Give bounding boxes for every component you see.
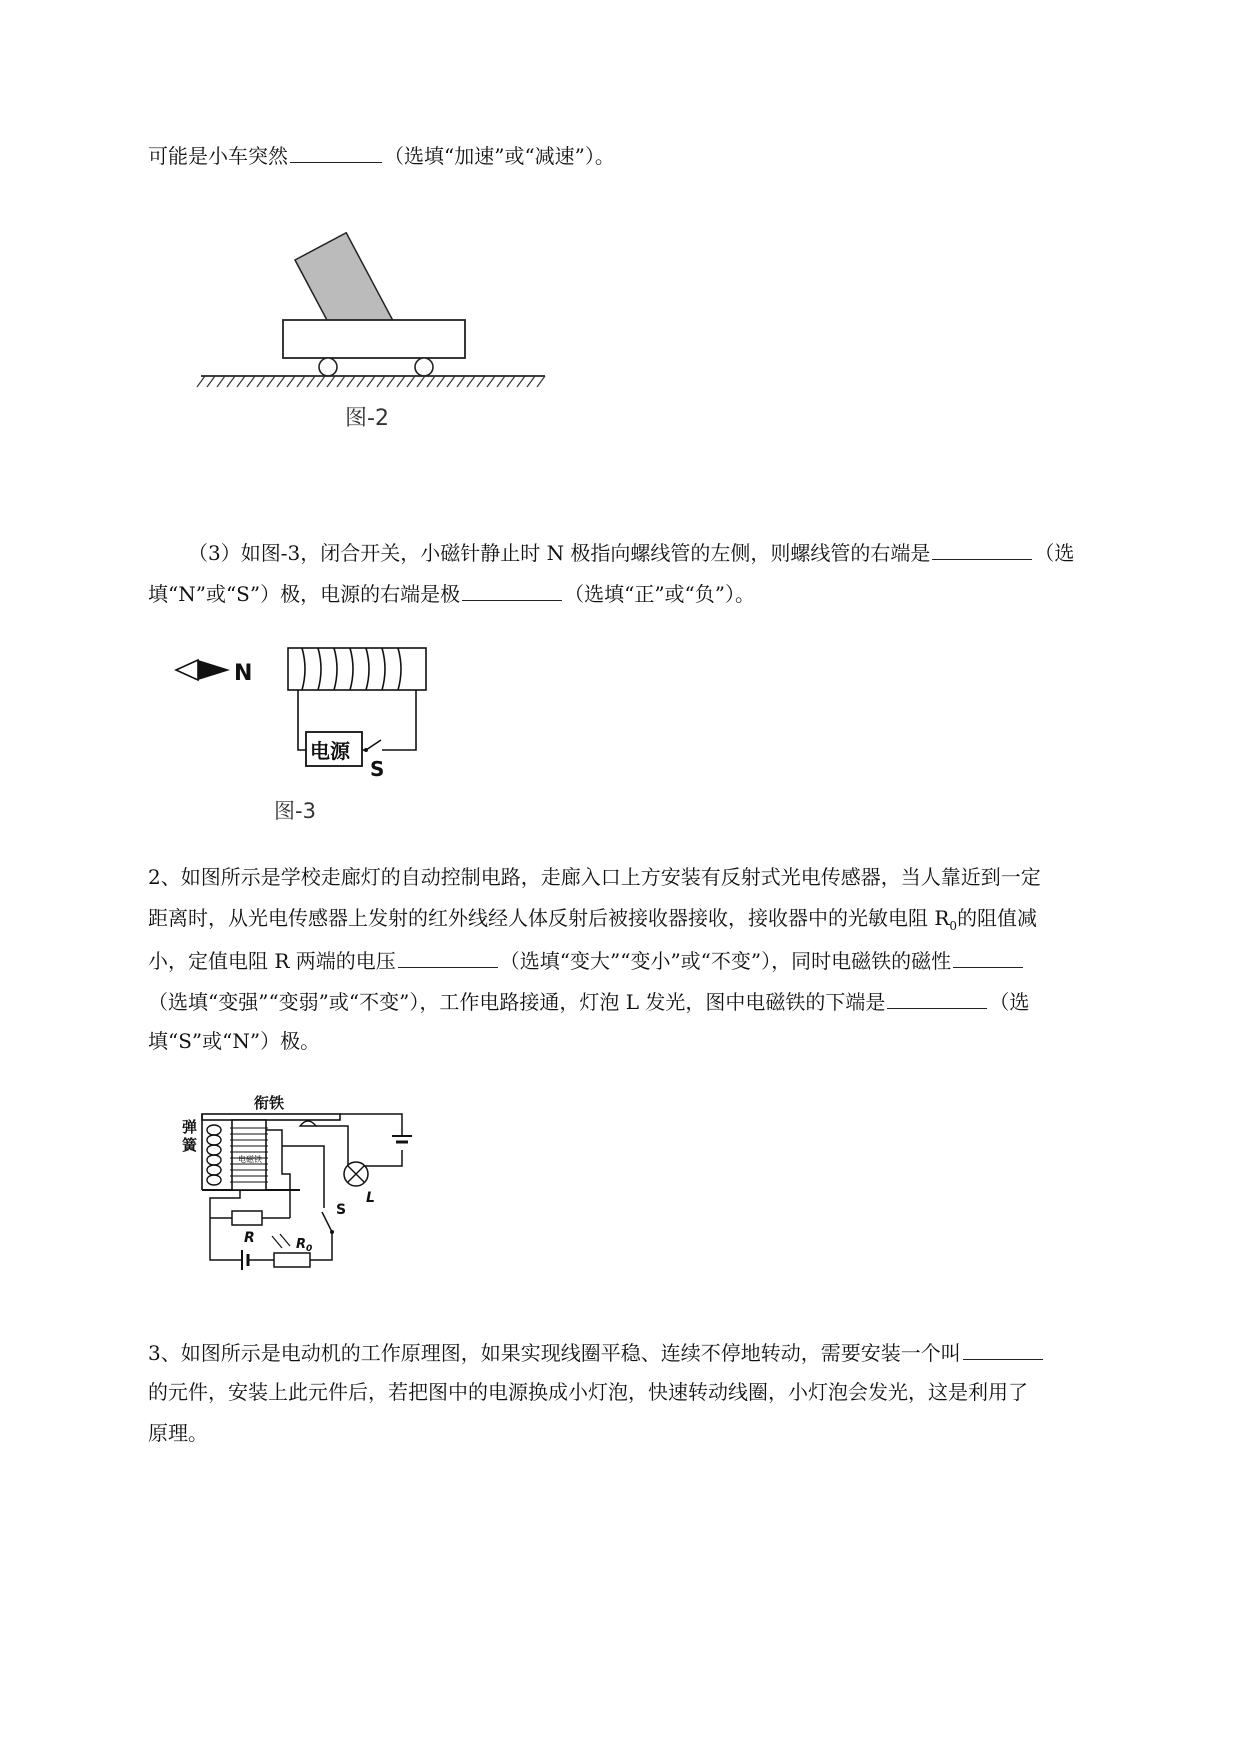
switch-s-label: S — [336, 1202, 347, 1218]
resistor-r-label: R — [244, 1230, 255, 1246]
q1p3-text-d: （选填“正”或“负”）。 — [564, 582, 756, 606]
work-wire-2 — [364, 1150, 402, 1166]
compass-needle-n — [198, 660, 230, 680]
q3-text-2: 的元件，安装上此元件后，若把图中的电源换成小灯泡，快速转动线圈，小灯泡会发光，这是利用了 — [148, 1380, 1028, 1404]
switch-s-control — [322, 1212, 332, 1232]
lamp-l-label: L — [366, 1190, 375, 1206]
q2-line1 — [148, 863, 1161, 891]
q2-text-1: 2、如图所示是学校走廊灯的自动控制电路，走廊入口上方安装有反射式光电传感器，当人靠近到一定 — [148, 865, 1041, 889]
r0-label: $R_0$ — [296, 1237, 313, 1254]
q1-text-b: （选填“加速”或“减速”）。 — [384, 144, 615, 168]
spring-coil — [207, 1125, 221, 1185]
cart-wheel — [415, 358, 433, 376]
switch-pivot — [330, 1230, 334, 1234]
q2-text-4a: （选填“变强”“变弱”或“不变”），工作电路接通，灯泡 L 发光，图中电磁铁的下端是 — [148, 990, 886, 1014]
switch-pivot — [364, 748, 368, 752]
ground-hatching — [197, 376, 545, 387]
q1p3-text-a: （3）如图-3，闭合开关，小磁针静止时 N 极指向螺线管的左侧，则螺线管的右端是 — [188, 541, 931, 565]
figure-3-solenoid — [170, 638, 450, 828]
q1-text-a: 可能是小车突然 — [148, 144, 288, 168]
wire-switch-up — [282, 1146, 324, 1208]
q1p3-text-c: 填“N”或“S”）极，电源的右端是极 — [148, 582, 461, 606]
armature-bar — [202, 1114, 340, 1120]
q2-text-3b: （选填“变大”“变小”或“不变”），同时电磁铁的磁性 — [499, 949, 952, 973]
spring-label-1: 弹 — [182, 1118, 198, 1136]
q2-line3 — [148, 945, 1161, 975]
answer-blank[interactable] — [462, 578, 562, 601]
q2-text-2a: 距离时，从光电传感器上发射的红外线经人体反射后被接收器接收，接收器中的光敏电阻 R — [148, 906, 950, 930]
q2-text-4b: （选 — [989, 990, 1030, 1014]
answer-blank[interactable] — [963, 1337, 1043, 1360]
resistor-r — [232, 1211, 262, 1225]
electromagnet-label: 电磁铁 — [238, 1155, 262, 1164]
q1p3-text-b: （选 — [1034, 541, 1075, 565]
armature-label: 衔铁 — [254, 1094, 285, 1112]
light-arrow — [280, 1234, 290, 1246]
q2-line4 — [148, 986, 1161, 1016]
answer-blank[interactable] — [953, 945, 1023, 968]
figure-3-caption: 图-3 — [274, 799, 316, 823]
q2-subscript: 0 — [949, 919, 958, 933]
q2-text-2b: 的阻值减 — [957, 906, 1038, 930]
q1-part3-line1 — [148, 537, 1161, 567]
needle-n-label: N — [234, 661, 253, 686]
figure-q2-relay — [180, 1090, 480, 1295]
answer-blank[interactable] — [290, 140, 382, 163]
switch-s — [366, 740, 381, 750]
q3-line3 — [148, 1419, 1161, 1447]
figure-2-cart — [195, 225, 555, 435]
q1-continuation-line — [148, 140, 1161, 170]
contact-point — [300, 1121, 316, 1126]
q2-line5 — [148, 1027, 1161, 1055]
q3-text-3: 原理。 — [148, 1421, 208, 1445]
q3-text-1a: 3、如图所示是电动机的工作原理图，如果实现线圈平稳、连续不停地转动，需要安装一个叫 — [148, 1341, 961, 1365]
compass-needle-s — [176, 660, 198, 680]
answer-blank[interactable] — [932, 537, 1032, 560]
photoresistor-r0 — [274, 1253, 310, 1267]
q2-text-5: 填“S”或“N”）极。 — [148, 1029, 321, 1053]
power-source-label: 电源 — [310, 739, 350, 763]
control-wire-right — [266, 1130, 290, 1218]
answer-blank[interactable] — [398, 945, 498, 968]
work-wire-3 — [340, 1114, 402, 1136]
cart-body — [283, 320, 465, 358]
light-arrow — [272, 1236, 282, 1248]
q3-line1 — [148, 1337, 1161, 1367]
q1-part3-line2 — [148, 578, 1161, 608]
spring-label-2: 簧 — [182, 1136, 198, 1154]
solenoid-body — [288, 648, 426, 690]
wire-right — [382, 690, 416, 750]
wire-left — [298, 690, 306, 750]
figure-2-caption: 图-2 — [345, 406, 389, 431]
q3-line2 — [148, 1378, 1161, 1406]
cart-wheel — [319, 358, 337, 376]
answer-blank[interactable] — [887, 986, 987, 1009]
switch-s-label: S — [370, 757, 385, 781]
wire-to-switch — [310, 1232, 332, 1260]
q2-text-3a: 小，定值电阻 R 两端的电压 — [148, 949, 396, 973]
q2-line2 — [148, 904, 1161, 940]
